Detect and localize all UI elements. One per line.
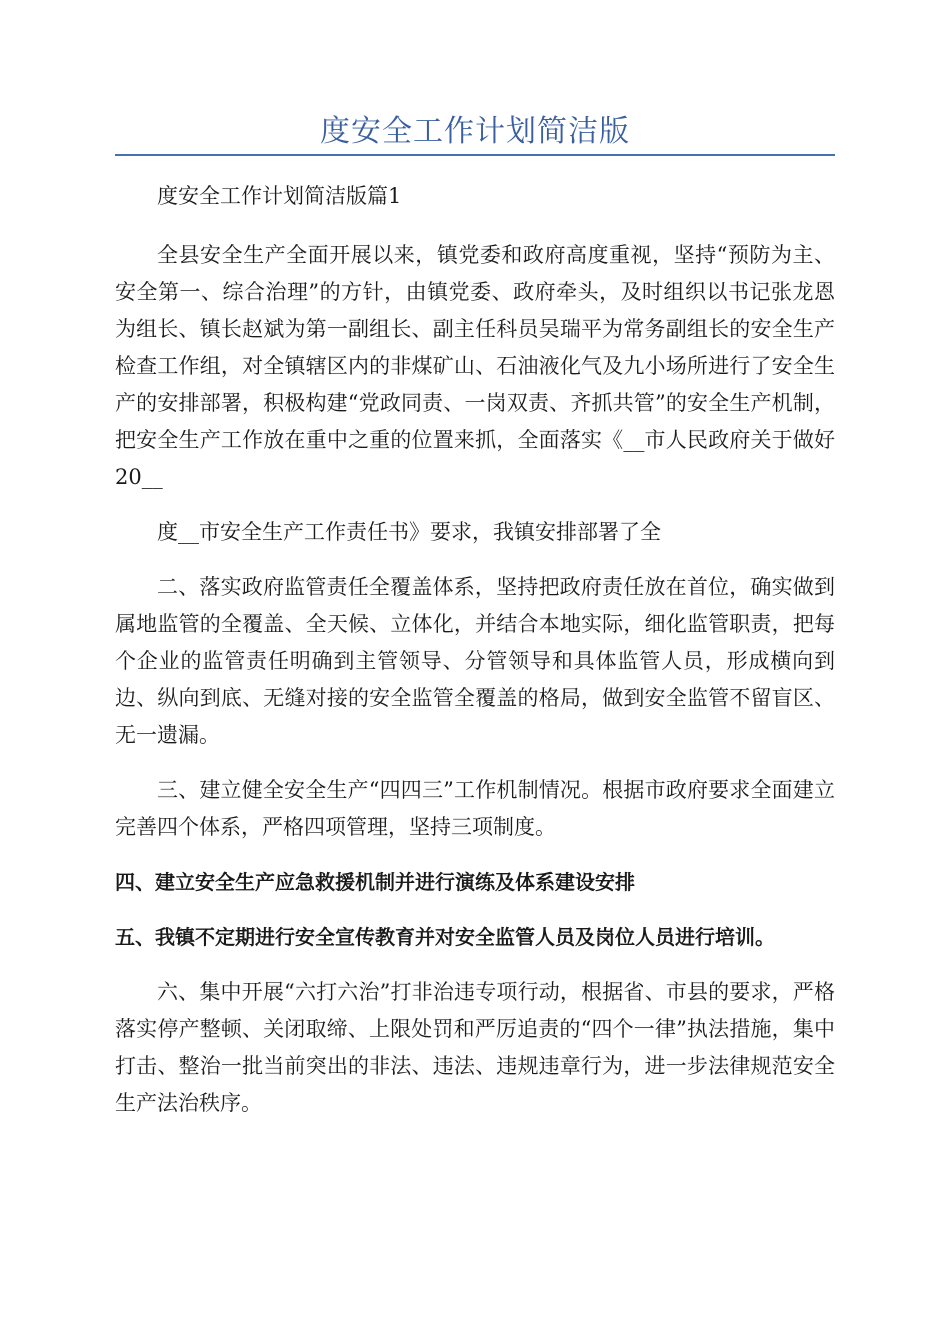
paragraph-item-6: 六、集中开展“六打六治”打非治违专项行动，根据省、市县的要求，严格落实停产整顿、关闭取缔、上限处罚和严厉追责的“四个一律”执法措施，集中打击、整治一批当前突出的非法、违法、违规违章行为，进一步法律规范安全生产法治秩序。 <box>115 980 835 1115</box>
title-underline <box>115 154 835 156</box>
paragraph-item-3: 三、建立健全安全生产“四四三”工作机制情况。根据市政府要求全面建立完善四个体系，严格四项管理，坚持三项制度。 <box>115 778 835 839</box>
paragraph-item-2: 二、落实政府监管责任全覆盖体系，坚持把政府责任放在首位，确实做到属地监管的全覆盖、全天候、立体化，并结合本地实际，细化监管职责，把每个企业的监管责任明确到主管领导、分管领导和具体监管人员，形成横向到边、纵向到底、无缝对接的安全监管全覆盖的格局，做到安全监管不留盲区、无一遗漏。 <box>115 575 835 747</box>
paragraph-responsibility: 度__市安全生产工作责任书》要求，我镇安排部署了全 <box>157 520 661 544</box>
document-title: 度安全工作计划简洁版 <box>320 114 630 149</box>
heading-item-4: 四、建立安全生产应急救援机制并进行演练及体系建设安排 <box>115 870 635 894</box>
heading-item-5: 五、我镇不定期进行安全宣传教育并对安全监管人员及岗位人员进行培训。 <box>115 925 775 949</box>
section-subtitle: 度安全工作计划简洁版篇1 <box>157 184 402 208</box>
paragraph-intro: 全县安全生产全面开展以来，镇党委和政府高度重视，坚持“预防为主、安全第一、综合治理”的方针，由镇党委、政府牵头，及时组织以书记张龙恩为组长、镇长赵斌为第一副组长、副主任科员吴瑞平为常务副组长的安全生产检查工作组，对全镇辖区内的非煤矿山、石油液化气及九小场所进行了安全生产的安排部署，积极构建“党政同责、一岗双责、齐抓共管”的安全生产机制，把安全生产工作放在重中之重的位置来抓，全面落实《__市人民政府关于做好20__ <box>115 243 835 489</box>
document-body <box>115 178 835 1140</box>
